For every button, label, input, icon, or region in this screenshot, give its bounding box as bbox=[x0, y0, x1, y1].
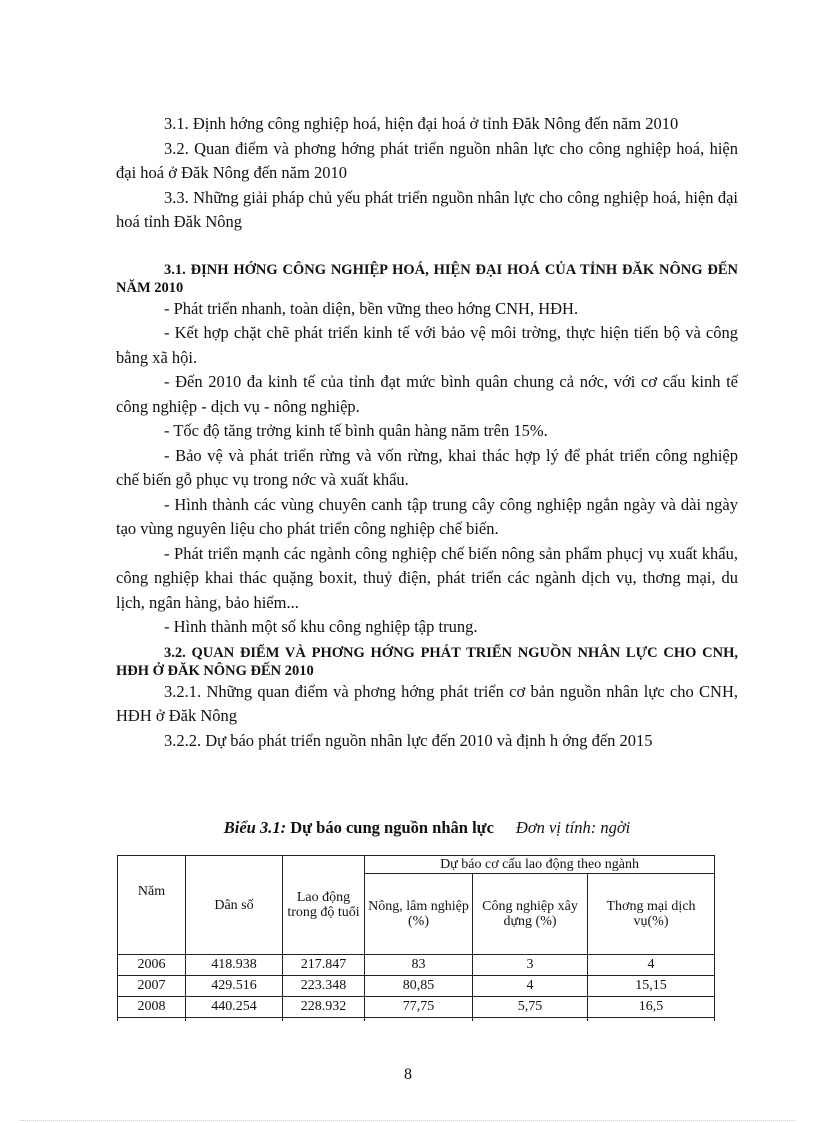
table-row bbox=[118, 976, 715, 997]
cell-labor: 228.932 bbox=[283, 997, 365, 1018]
cell-population: 440.254 bbox=[186, 997, 283, 1018]
caption-label: Biểu 3.1: bbox=[223, 818, 287, 837]
cell-industry: 3 bbox=[473, 955, 588, 976]
cell-trade: 15,15 bbox=[588, 976, 715, 997]
bullet-4: - Tốc độ tăng trởng kinh tế bình quân hàng năm trên 15%. bbox=[164, 421, 548, 440]
cell-year: 2006 bbox=[118, 955, 186, 976]
labor-forecast-table bbox=[117, 855, 715, 1021]
bullet-2: - Kết hợp chặt chẽ phát triển kinh tế với bảo vệ môi trờng, thực hiện tiến bộ và công bằng xã hội. bbox=[116, 323, 738, 367]
page-bottom-divider bbox=[20, 1120, 796, 1121]
section-heading-3-1: 3.1. ĐỊNH HỚNG CÔNG NGHIỆP HOÁ, HIỆN ĐẠI HOÁ CỦA TỈNH ĐĂK NÔNG ĐẾN NĂM 2010 bbox=[116, 261, 738, 296]
subsection-3-2-1: 3.2.1. Những quan điểm và phơng hớng phát triển cơ bản nguồn nhân lực cho CNH, HĐH ở Đăk Nông bbox=[116, 681, 738, 725]
bullet-3: - Đến 2010 đa kinh tế của tỉnh đạt mức bình quân chung cả nớc, với cơ cấu kinh tế công nghiệp - dịch vụ - nông nghiệp. bbox=[116, 372, 738, 416]
bullet-7: - Phát triển mạnh các ngành công nghiệp chế biến nông sản phẩm phụcj vụ xuất khẩu, công nghiệp khai thác quặng boxit, thuỷ điện, phát triển các ngành dịch vụ, thơng mại, du lịch, ngân hàng, bảo hiểm... bbox=[116, 543, 738, 612]
table-row bbox=[118, 997, 715, 1018]
cell-trade: 4 bbox=[588, 955, 715, 976]
table-row-cutoff bbox=[118, 1018, 715, 1022]
cell-agri: 83 bbox=[365, 955, 473, 976]
header-industry: Công nghiệp xây dựng (%) bbox=[473, 874, 588, 955]
cell-industry: 5,75 bbox=[473, 997, 588, 1018]
cell-agri: 77,75 bbox=[365, 997, 473, 1018]
subsection-3-2-2: 3.2.2. Dự báo phát triển nguồn nhân lực đến 2010 và định h ớng đến 2015 bbox=[164, 730, 653, 750]
header-population: Dân số bbox=[186, 856, 283, 955]
table-caption bbox=[116, 818, 738, 838]
cell-year: 2008 bbox=[118, 997, 186, 1018]
bullet-8: - Hình thành một số khu công nghiệp tập trung. bbox=[164, 617, 478, 636]
cell-year: 2007 bbox=[118, 976, 186, 997]
bullet-1: - Phát triển nhanh, toàn diện, bền vững theo hớng CNH, HĐH. bbox=[164, 298, 579, 318]
cell-population: 429.516 bbox=[186, 976, 283, 997]
caption-unit: Đơn vị tính: ngời bbox=[515, 818, 631, 837]
table-row bbox=[118, 955, 715, 976]
toc-item-3-1: 3.1. Định hớng công nghiệp hoá, hiện đại hoá ở tỉnh Đăk Nông đến năm 2010 bbox=[164, 114, 679, 133]
header-agri: Nông, lâm nghiệp (%) bbox=[365, 874, 473, 955]
section-heading-3-2: 3.2. QUAN ĐIỂM VÀ PHƠNG HỚNG PHÁT TRIỂN NGUỒN NHÂN LỰC CHO CNH, HĐH Ở ĐĂK NÔNG ĐẾN 2010 bbox=[116, 644, 738, 679]
cell-population: 418.938 bbox=[186, 955, 283, 976]
bullet-5: - Bảo vệ và phát triển rừng và vốn rừng, khai thác hợp lý để phát triển công nghiệp chế biến gỗ phục vụ trong nớc và xuất khẩu. bbox=[116, 445, 738, 489]
header-year: Năm bbox=[118, 856, 186, 955]
body-text bbox=[116, 112, 738, 753]
caption-title: Dự báo cung nguồn nhân lực bbox=[286, 818, 494, 837]
cell-trade: 16,5 bbox=[588, 997, 715, 1018]
header-labor: Lao động trong độ tuổi bbox=[283, 856, 365, 955]
header-trade: Thơng mại dịch vụ(%) bbox=[588, 874, 715, 955]
bullet-6: - Hình thành các vùng chuyên canh tập trung cây công nghiệp ngắn ngày và dài ngày tạo vùng nguyên liệu cho phát triển công nghiệp chế biến. bbox=[116, 494, 738, 538]
cell-industry: 4 bbox=[473, 976, 588, 997]
page-number: 8 bbox=[404, 1066, 412, 1083]
header-group-forecast: Dự báo cơ cấu lao động theo ngành bbox=[365, 856, 715, 874]
toc-item-3-3: 3.3. Những giải pháp chủ yếu phát triển nguồn nhân lực cho công nghiệp hoá, hiện đại hoá tỉnh Đăk Nông bbox=[116, 187, 738, 231]
cell-labor: 223.348 bbox=[283, 976, 365, 997]
cell-labor: 217.847 bbox=[283, 955, 365, 976]
cell-agri: 80,85 bbox=[365, 976, 473, 997]
toc-item-3-2: 3.2. Quan điểm và phơng hớng phát triển nguồn nhân lực cho công nghiệp hoá, hiện đại hoá ở Đăk Nông đến năm 2010 bbox=[116, 138, 738, 182]
